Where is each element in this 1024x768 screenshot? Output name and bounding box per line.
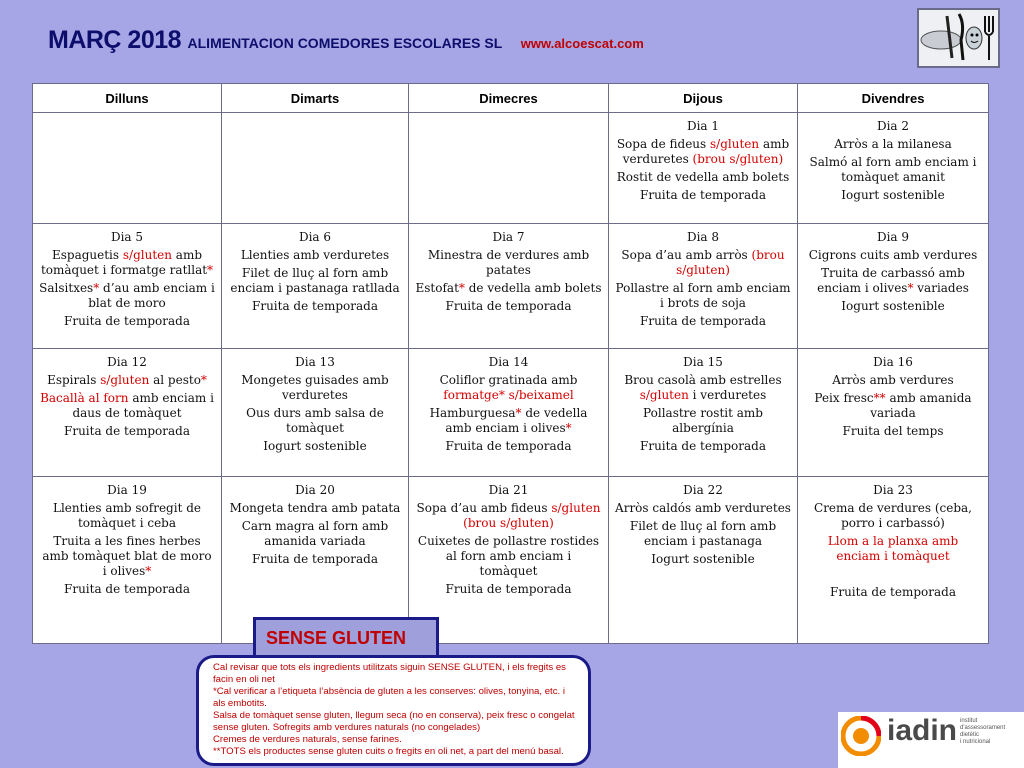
day-cell (409, 113, 609, 224)
dish-item (415, 373, 602, 403)
page-header (48, 26, 644, 55)
dish-item (615, 281, 791, 311)
dish-item (615, 188, 791, 203)
dish-text: Fruita de temporada (252, 299, 378, 313)
gluten-note-line: *Cal verificar a l’etiqueta l’absència de gluten a les conserves: olives, tonyina, etc. i als embotits. (213, 686, 565, 709)
dish-text: amb amanida variada (870, 391, 972, 420)
dish-text: Pollastre rostit amb albergínia (643, 406, 763, 435)
gluten-free-text: (brou s/gluten) (676, 248, 785, 277)
dish-item (228, 519, 402, 549)
gluten-free-text: (brou s/gluten) (692, 152, 784, 166)
dish-item (415, 582, 602, 597)
weekday-header: Dimecres (409, 84, 609, 113)
dish-text: Fruita de temporada (445, 439, 572, 453)
dish-text: amb enciam i daus de tomàquet (72, 391, 214, 420)
dish-text: Filet de lluç al forn amb enciam i pastanaga (629, 519, 777, 548)
day-label: Dia 12 (107, 355, 147, 369)
dish-item (804, 534, 982, 564)
gluten-free-text: * (93, 281, 100, 295)
dish-item (228, 501, 402, 516)
dish-item (415, 439, 602, 454)
iadin-mark-icon (841, 716, 881, 756)
gluten-free-title: SENSE GLUTEN (253, 617, 439, 657)
week-row (33, 349, 989, 477)
dish-text: Hamburguesa (429, 406, 516, 420)
gluten-free-text: s/gluten (brou s/gluten) (463, 501, 601, 530)
dish-text: de vedella amb enciam i olives (445, 406, 588, 435)
dish-item (804, 299, 982, 314)
gluten-free-text: s/gluten (639, 388, 689, 402)
week-row (33, 224, 989, 349)
day-label: Dia 14 (488, 355, 529, 369)
iadin-tagline-line: i nutricional (960, 739, 991, 745)
week-row (33, 477, 989, 644)
company-name: ALIMENTACION COMEDORES ESCOLARES SL (187, 35, 503, 51)
dish-item (804, 137, 982, 152)
dish-item (615, 519, 791, 549)
iadin-tagline-line: institut (960, 718, 978, 724)
dish-item (615, 137, 791, 167)
dish-text: Sopa de fideus (616, 137, 711, 151)
day-label: Dia 1 (686, 119, 720, 133)
dish-text: Iogurt sostenible (651, 552, 755, 566)
dish-item (39, 248, 215, 278)
gluten-free-text: * (907, 281, 914, 295)
day-label: Dia 6 (298, 230, 332, 244)
dish-text: Espaguetis (51, 248, 123, 262)
dish-text: Fruita de temporada (640, 188, 766, 202)
weekday-header: Dijous (609, 84, 798, 113)
gluten-free-text: * (565, 421, 572, 435)
dish-item (39, 373, 215, 388)
day-label: Dia 22 (683, 483, 723, 497)
gluten-free-text: * (145, 564, 152, 578)
dish-item (415, 299, 602, 314)
gluten-free-notes (196, 655, 591, 766)
dish-item (228, 439, 402, 454)
dish-text: Llenties amb sofregit de tomàquet i ceba (52, 501, 201, 530)
day-label: Dia 7 (492, 230, 525, 244)
dish-text: Truita de carbassó amb enciam i olives (817, 266, 965, 295)
gluten-note-line: Salsa de tomàquet sense gluten, llegum seca (no en conserva), peix fresc o congelat sense gluten. Sofregits amb verdures naturals (no congelades) (213, 710, 575, 733)
dish-item (615, 248, 791, 278)
dish-text: Fruita de temporada (445, 299, 572, 313)
day-cell (33, 477, 222, 644)
dish-text: Fruita de temporada (640, 439, 766, 453)
dish-item (615, 314, 791, 329)
day-cell (33, 113, 222, 224)
gluten-free-text: s/gluten (100, 373, 150, 387)
menu-table (32, 83, 989, 644)
dish-text: Espirals (47, 373, 101, 387)
dish-text: Carn magra al forn amb amanida variada (241, 519, 389, 548)
dish-text: Arròs amb verdures (832, 373, 954, 387)
day-cell (798, 349, 989, 477)
dish-item (804, 391, 982, 421)
dish-item (228, 373, 402, 403)
dish-text: Sopa d’au amb fideus (416, 501, 552, 515)
iadin-tagline (960, 718, 1005, 746)
dish-item (228, 266, 402, 296)
gluten-free-text: * (207, 263, 214, 277)
day-cell (609, 113, 798, 224)
day-label: Dia 15 (683, 355, 723, 369)
page-title: MARÇ 2018 (48, 26, 182, 54)
dish-text: Iogurt sostenible (263, 439, 367, 453)
dish-text: Fruita de temporada (445, 582, 572, 596)
day-cell (33, 224, 222, 349)
dish-text: Estofat (415, 281, 459, 295)
dish-item (804, 188, 982, 203)
dish-item (39, 391, 215, 421)
weekday-header: Divendres (798, 84, 989, 113)
dish-text: Fruita de temporada (830, 585, 956, 599)
dish-text: Fruita de temporada (64, 424, 190, 438)
dish-text: Cigrons cuits amb verdures (808, 248, 978, 262)
dish-text: i verduretes (688, 388, 767, 402)
week-row (33, 113, 989, 224)
day-cell (33, 349, 222, 477)
day-label: Dia 9 (876, 230, 910, 244)
gluten-note-line: Cremes de verdures naturals, sense farines. (213, 734, 402, 745)
iadin-logo (838, 712, 1024, 768)
dish-item (804, 501, 982, 531)
day-label: Dia 20 (295, 483, 335, 497)
day-label: Dia 2 (876, 119, 910, 133)
dish-item (615, 439, 791, 454)
gluten-free-text: s/gluten (122, 248, 172, 262)
gluten-free-text: * (200, 373, 207, 387)
day-cell (798, 224, 989, 349)
dish-item (804, 155, 982, 185)
dish-item (39, 534, 215, 579)
dish-item (615, 170, 791, 185)
dish-item (39, 314, 215, 329)
dish-text: Iogurt sostenible (841, 188, 945, 202)
day-cell (798, 477, 989, 644)
dish-text: Iogurt sostenible (841, 299, 945, 313)
dish-item (415, 281, 602, 296)
dish-text: Rostit de vedella amb bolets (616, 170, 790, 184)
dish-text: variades (913, 281, 969, 295)
day-cell (409, 349, 609, 477)
dish-text: Llenties amb verduretes (240, 248, 390, 262)
dish-item (615, 406, 791, 436)
dish-text: Salmó al forn amb enciam i tomàquet amanit (809, 155, 977, 184)
dish-item (615, 552, 791, 567)
gluten-free-text: * (515, 406, 522, 420)
dish-text: Arròs caldós amb verduretes (615, 501, 791, 515)
dish-item (804, 266, 982, 296)
dish-item (615, 373, 791, 403)
dish-text: Mongetes guisades amb verduretes (241, 373, 389, 402)
gluten-note-line: Cal revisar que tots els ingredients utilitzats siguin SENSE GLUTEN, i els fregits es facin en oli net (213, 662, 566, 685)
weekday-header: Dimarts (222, 84, 409, 113)
gluten-free-text: * (458, 281, 465, 295)
dish-text: Sopa d’au amb arròs (621, 248, 752, 262)
dish-text: de vedella amb bolets (464, 281, 602, 295)
dish-item (804, 373, 982, 388)
dish-item (804, 585, 982, 600)
day-label: Dia 13 (295, 355, 335, 369)
dish-item (415, 248, 602, 278)
day-cell (222, 349, 409, 477)
dish-text: Pollastre al forn amb enciam i brots de soja (615, 281, 791, 310)
dish-item (228, 248, 402, 263)
dish-text: Mongeta tendra amb patata (229, 501, 401, 515)
dish-item (615, 501, 791, 516)
website-link[interactable]: www.alcoescat.com (520, 36, 644, 51)
dish-text: Coliflor gratinada amb (439, 373, 578, 387)
weekday-header-row (33, 84, 989, 113)
iadin-name: iadin (887, 714, 958, 747)
gluten-free-text: ** (873, 391, 886, 405)
day-label: Dia 16 (873, 355, 913, 369)
dish-text: al pesto (149, 373, 201, 387)
dish-item (39, 582, 215, 597)
dish-text: amb verduretes (622, 137, 790, 166)
day-label: Dia 5 (110, 230, 144, 244)
dish-item (39, 281, 215, 311)
dish-text: Cuixetes de pollastre rostides al forn amb enciam i tomàquet (417, 534, 600, 578)
dish-text: Filet de lluç al forn amb enciam i pastanaga ratllada (230, 266, 400, 295)
day-cell (609, 477, 798, 644)
dish-text: Arròs a la milanesa (834, 137, 952, 151)
gluten-free-text: Bacallà al forn (40, 391, 129, 405)
dish-item (228, 406, 402, 436)
dish-text: Minestra de verdures amb patates (427, 248, 590, 277)
day-cell (798, 113, 989, 224)
dish-item (804, 424, 982, 439)
dish-item (39, 501, 215, 531)
gluten-free-text: Llom a la planxa amb enciam i tomàquet (827, 534, 959, 563)
dish-text: Brou casolà amb estrelles (624, 373, 782, 387)
dish-item (228, 552, 402, 567)
dish-text: Fruita de temporada (640, 314, 766, 328)
dish-item (415, 406, 602, 436)
dish-text: Fruita de temporada (64, 582, 190, 596)
dish-text: Crema de verdures (ceba, porro i carbassó) (814, 501, 972, 530)
day-cell (609, 224, 798, 349)
dish-item (39, 424, 215, 439)
iadin-tagline-line: dietètic (960, 732, 980, 738)
gluten-free-text: s/gluten (710, 137, 760, 151)
day-cell (409, 224, 609, 349)
dish-item (415, 534, 602, 579)
iadin-tagline-line: d'assessorament (960, 725, 1006, 731)
dish-text: amb tomàquet i formatge ratllat (40, 248, 208, 277)
day-cell (222, 113, 409, 224)
gluten-note-line: **TOTS els productes sense gluten cuits o fregits en oli net, a part del menú basal. (213, 746, 564, 757)
day-label: Dia 21 (488, 483, 529, 497)
dish-item (228, 299, 402, 314)
dish-text: Peix fresc (814, 391, 874, 405)
dish-text: Fruita del temps (842, 424, 944, 438)
dish-text: Fruita de temporada (64, 314, 190, 328)
dish-item (415, 501, 602, 531)
cutlery-logo-icon (917, 8, 1000, 68)
day-label: Dia 23 (873, 483, 913, 497)
day-cell (609, 349, 798, 477)
dish-item (804, 248, 982, 263)
dish-text: Fruita de temporada (252, 552, 378, 566)
weekday-header: Dilluns (33, 84, 222, 113)
dish-text: d’au amb enciam i blat de moro (88, 281, 215, 310)
dish-text: Ous durs amb salsa de tomàquet (246, 406, 384, 435)
dish-text: Truita a les fines herbes amb tomàquet blat de moro i olives (42, 534, 212, 578)
day-cell (222, 224, 409, 349)
day-label: Dia 8 (686, 230, 720, 244)
gluten-free-text: formatge* s/beixamel (443, 388, 574, 402)
dish-text: Salsitxes (39, 281, 94, 295)
dish-item (804, 567, 982, 582)
day-label: Dia 19 (107, 483, 147, 497)
